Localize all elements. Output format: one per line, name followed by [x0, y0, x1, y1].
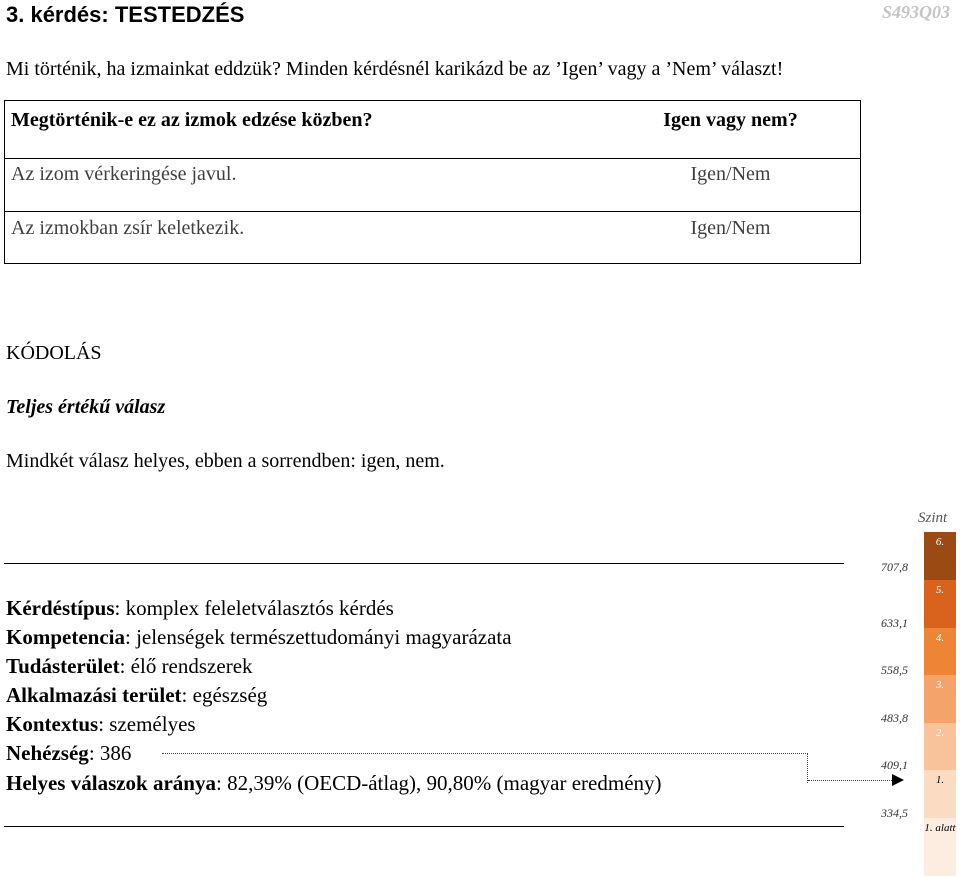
question-table: [4, 100, 861, 264]
table-divider: [5, 158, 860, 159]
level-band-2: 2.: [924, 723, 956, 770]
divider-bottom: [4, 826, 844, 827]
meta-correct-rate: Helyes válaszok aránya: 82,39% (OECD-átlag), 90,80% (magyar eredmény): [6, 771, 662, 795]
level-band-3: 3.: [924, 675, 956, 723]
scale-score: 707,8: [881, 560, 908, 574]
statement-text: Az izmokban zsír keletkezik.: [11, 217, 245, 239]
level-band-1: 1.: [924, 770, 956, 818]
scale-title: Szint: [918, 510, 948, 526]
table-header-answer: Igen vagy nem?: [663, 109, 798, 131]
question-code: S493Q03: [881, 2, 950, 22]
difficulty-arrow-icon: [892, 774, 904, 786]
meta-application-area: Alkalmazási terület: egészség: [6, 683, 268, 707]
scale-score: 633,1: [881, 616, 908, 630]
difficulty-pointer-line: [808, 780, 892, 781]
instruction-text: Mi történik, ha izmainkat eddzük? Minden kérdésnél karikázd be az ’Igen’ vagy a ’Nem’ választ!: [6, 58, 784, 80]
meta-competency: Kompetencia: jelenségek természettudományi magyarázata: [6, 625, 512, 649]
full-credit-description: Mindkét válasz helyes, ebben a sorrendben: igen, nem.: [6, 450, 445, 472]
meta-question-type: Kérdéstípus: komplex feleletválasztós kérdés: [6, 596, 394, 620]
scale-score: 483,8: [881, 711, 908, 725]
statement-text: Az izom vérkeringése javul.: [11, 163, 237, 185]
full-credit-heading: Teljes értékű válasz: [6, 396, 166, 418]
scale-score: 558,5: [881, 663, 908, 677]
meta-context: Kontextus: személyes: [6, 712, 196, 736]
level-band-5: 5.: [924, 580, 956, 628]
scale-score: 334,5: [881, 806, 908, 820]
difficulty-pointer-line: [162, 753, 808, 783]
scale-score: 409,1: [881, 758, 908, 772]
meta-knowledge-area: Tudásterület: élő rendszerek: [6, 654, 253, 678]
level-band-4: 4.: [924, 628, 956, 675]
divider-top: [4, 563, 844, 564]
answer-choice[interactable]: Igen/Nem: [690, 163, 771, 185]
answer-choice[interactable]: Igen/Nem: [690, 217, 771, 239]
level-band-below-1: 1. alatt: [924, 818, 956, 876]
question-title: 3. kérdés: TESTEDZÉS: [6, 2, 245, 27]
table-divider: [5, 211, 860, 212]
table-header-statement: Megtörténik-e ez az izmok edzése közben?: [11, 109, 373, 131]
level-band-6: 6.: [924, 532, 956, 580]
coding-heading: KÓDOLÁS: [6, 342, 102, 364]
meta-difficulty: Nehézség: 386: [6, 741, 132, 765]
